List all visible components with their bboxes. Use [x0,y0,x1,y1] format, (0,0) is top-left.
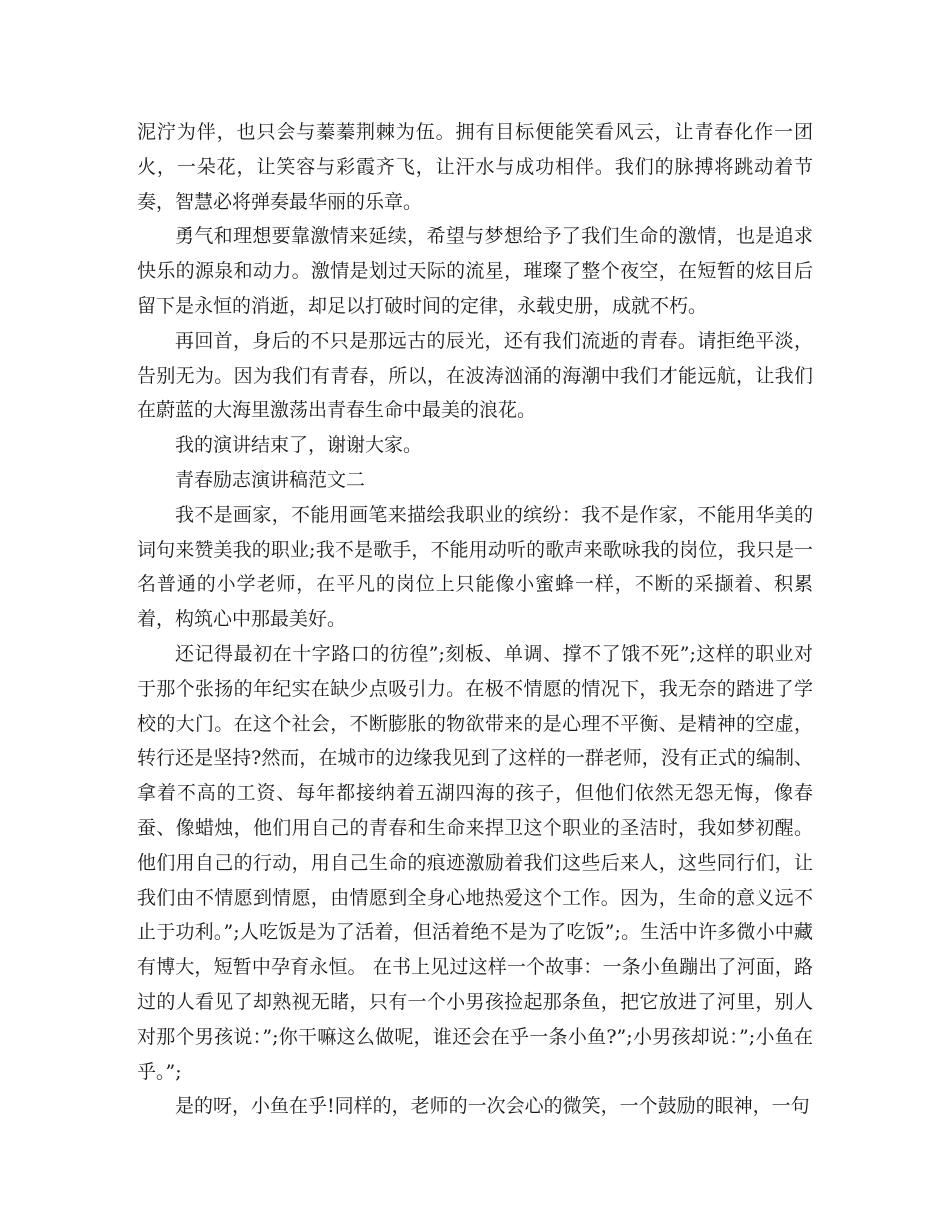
paragraph-3: 再回首，身后的不只是那远古的辰光，还有我们流逝的青春。请拒绝平淡，告别无为。因为我们有青春，所以，在波涛汹涌的海潮中我们才能远航，让我们在蔚蓝的大海里激荡出青春生命中最美的浪花。 [137,329,813,422]
closing-line: 我的演讲结束了，谢谢大家。 [175,434,423,457]
paragraph-2: 勇气和理想要靠激情来延续，希望与梦想给予了我们生命的激情，也是追求快乐的源泉和动力。激情是划过天际的流星，璀璨了整个夜空，在短暂的炫目后留下是永恒的消逝，却足以打破时间的定律，永载史册，成就不朽。 [137,225,813,317]
paragraph-6: 我不是画家，不能用画笔来描绘我职业的缤纷：我不是作家，不能用华美的词句来赞美我的职业;我不是歌手，不能用动听的歌声来歌咏我的岗位，我只是一名普通的小学老师，在平凡的岗位上只能像小蜜蜂一样，不断的采撷着、积累着，构筑心中那最美好。 [137,503,813,631]
section-heading: 青春励志演讲稿范文二 [175,468,366,491]
paragraph-8: 是的呀，小鱼在乎!同样的，老师的一次会心的微笑，一个鼓励的眼神，一句 [175,1095,810,1118]
paragraph-7: 还记得最初在十字路口的彷徨”;刻板、单调、撑不了饿不死”;这样的职业对于那个张扬的年纪实在缺少点吸引力。在极不情愿的情况下，我无奈的踏进了学校的大门。在这个社会，不断膨胀的物欲带来的是心理不平衡、是精神的空虚，转行还是坚持?然而，在城市的边缘我见到了这样的一群老师，没有正式的编制、拿着不高的工资、每年都接纳着五湖四海的孩子，但他们依然无怨无悔，像春蚕、像蜡烛，他们用自己的青春和生命来捍卫这个职业的圣洁时，我如梦初醒。他们用自己的行动，用自己生命的痕迹激励着我们这些后来人，这些同行们，让我们由不情愿到情愿，由情愿到全身心地热爱这个工作。因为，生命的意义远不止于功利。”;人吃饭是为了活着，但活着绝不是为了吃饭”;。生活中许多微小中藏有博大，短暂中孕育永恒。 在书上见过这样一个故事：一条小鱼蹦出了河面，路过的人看见了却熟视无睹，只有一个小男孩捡起那条鱼，把它放进了河里，别人对那个男孩说：”;你干嘛这么做呢，谁还会在乎一条小鱼?”;小男孩却说：”;小鱼在乎。”; [137,642,813,1083]
paragraph-1: 泥泞为伴，也只会与蓁蓁荆棘为伍。拥有目标便能笑看风云，让青春化作一团火，一朵花，让笑容与彩霞齐飞，让汗水与成功相伴。我们的脉搏将跳动着节奏，智慧必将弹奏最华丽的乐章。 [137,121,813,213]
document-page [137,115,813,1124]
